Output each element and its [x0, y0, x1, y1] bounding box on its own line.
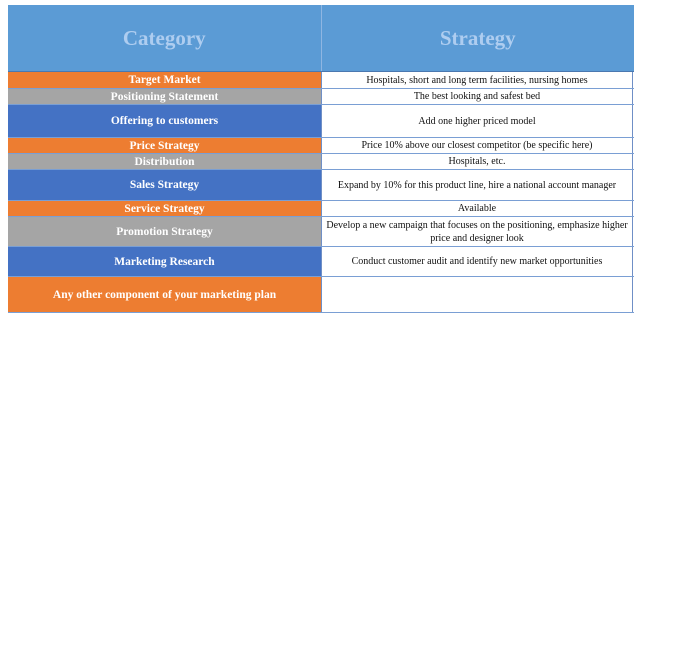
strategy-cell: Add one higher priced model: [321, 105, 633, 137]
table-row: [8, 170, 634, 201]
category-cell: Sales Strategy: [8, 170, 321, 200]
table-row: [8, 154, 634, 170]
table-header: [8, 5, 634, 72]
strategy-header: Strategy: [321, 5, 635, 71]
category-cell: Marketing Research: [8, 247, 321, 276]
table-row: [8, 247, 634, 277]
table-row: [8, 89, 634, 105]
category-cell: Distribution: [8, 154, 321, 169]
table-row: [8, 72, 634, 89]
category-cell: Promotion Strategy: [8, 217, 321, 246]
strategy-cell: Hospitals, short and long term facilities, nursing homes: [321, 72, 633, 88]
table-row: [8, 138, 634, 154]
category-header: Category: [122, 25, 206, 50]
category-cell: Price Strategy: [8, 138, 321, 153]
strategy-cell: Available: [321, 201, 633, 216]
strategy-cell: Hospitals, etc.: [321, 154, 633, 169]
strategy-cell: Price 10% above our closest competitor (be specific here): [321, 138, 633, 153]
category-cell: Service Strategy: [8, 201, 321, 216]
table-row: [8, 105, 634, 138]
table-row: [8, 217, 634, 247]
table-row: [8, 201, 634, 217]
strategy-cell: Expand by 10% for this product line, hire a national account manager: [321, 170, 633, 200]
strategy-cell: Develop a new campaign that focuses on the positioning, emphasize higher price and designer look: [321, 217, 633, 246]
category-cell: Any other component of your marketing plan: [8, 277, 321, 312]
strategy-cell: The best looking and safest bed: [321, 89, 633, 104]
category-cell: Positioning Statement: [8, 89, 321, 104]
category-cell: Target Market: [8, 72, 321, 88]
table-row: [8, 277, 634, 313]
strategy-cell: Conduct customer audit and identify new market opportunities: [321, 247, 633, 276]
category-cell: Offering to customers: [8, 105, 321, 137]
marketing-plan-table: [8, 5, 634, 313]
strategy-cell[interactable]: [321, 277, 633, 312]
